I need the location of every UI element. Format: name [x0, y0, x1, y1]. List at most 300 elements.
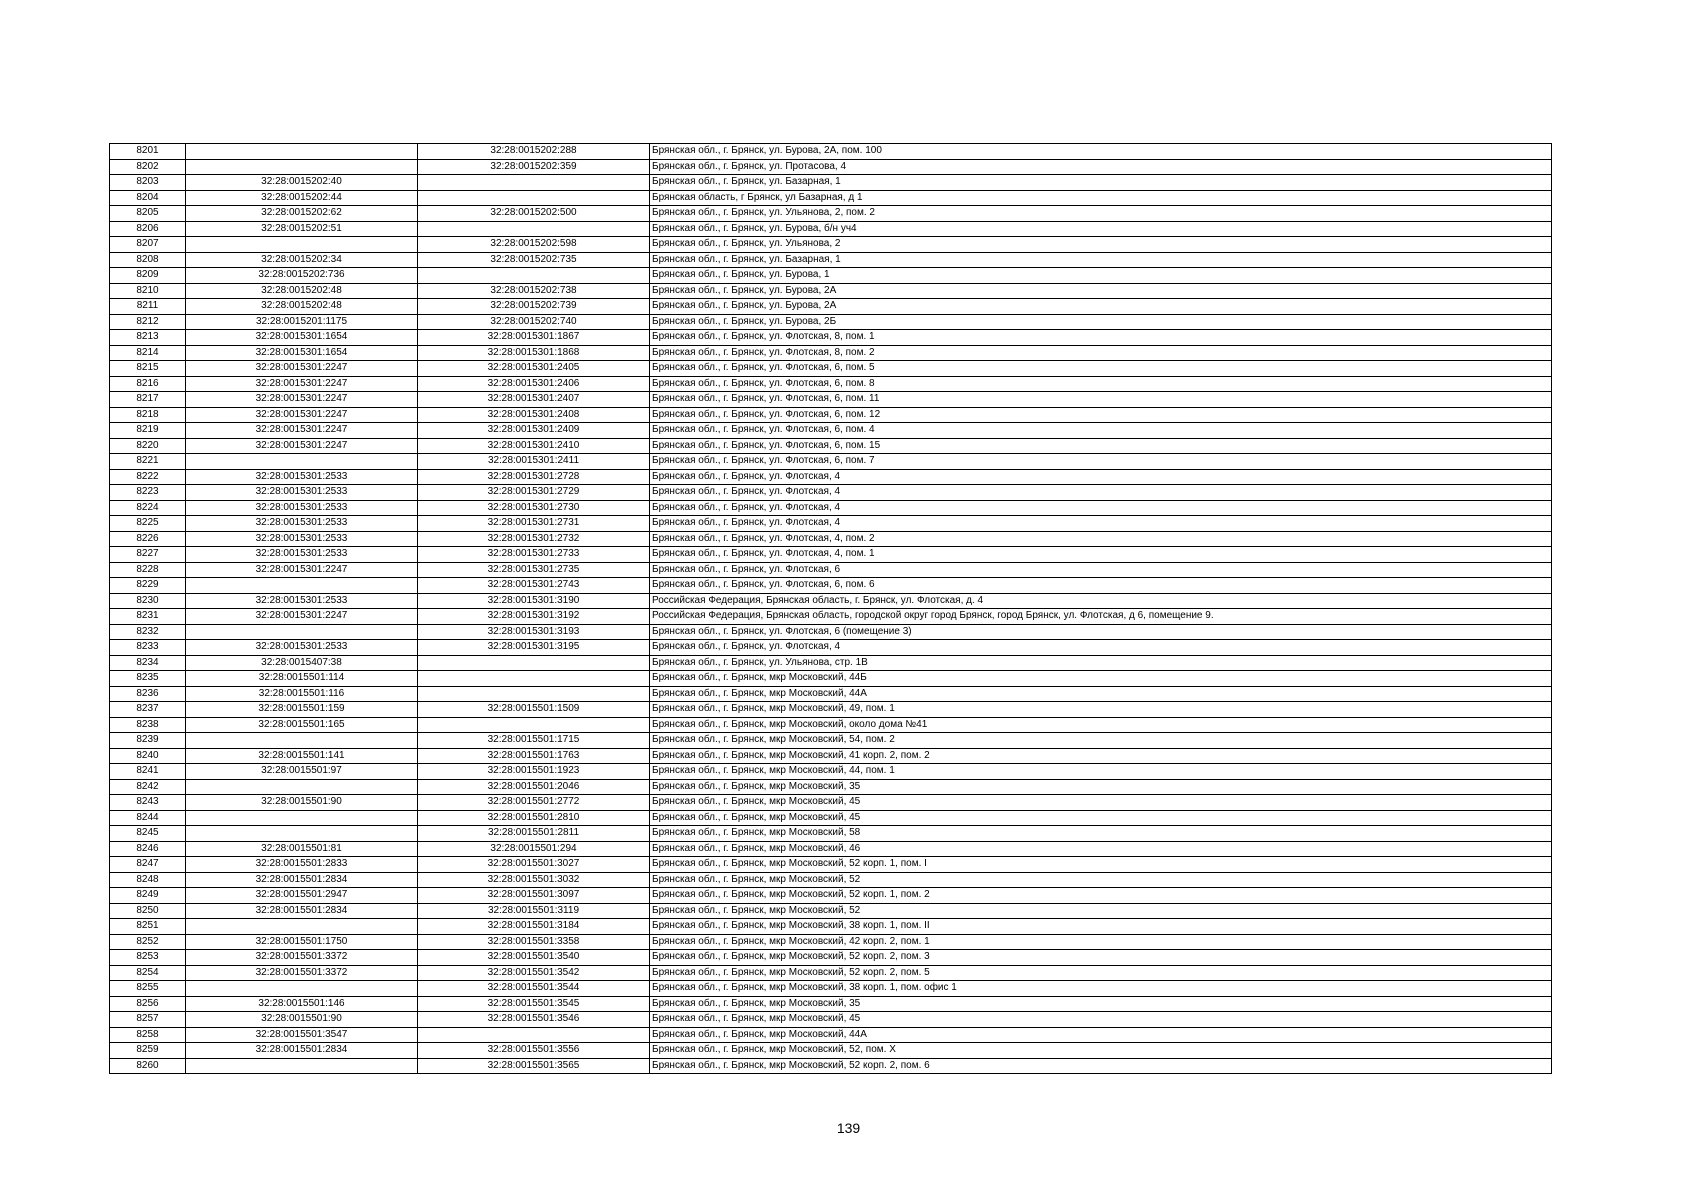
land-cadastral-number-cell: 32:28:0015501:2834 [186, 903, 418, 919]
object-cadastral-number-cell: 32:28:0015501:2810 [418, 810, 650, 826]
table-row [110, 888, 1552, 904]
address-cell: Брянская обл., г. Брянск, ул. Бурова, 1 [650, 268, 1552, 284]
land-cadastral-number-cell: 32:28:0015201:1175 [186, 314, 418, 330]
table-row [110, 903, 1552, 919]
address-cell: Брянская обл., г. Брянск, мкр Московский, 52 корп. 2, пом. 3 [650, 950, 1552, 966]
object-cadastral-number-cell: 32:28:0015301:2735 [418, 562, 650, 578]
object-cadastral-number-cell [418, 221, 650, 237]
row-number-cell: 8208 [110, 252, 186, 268]
address-cell: Брянская обл., г. Брянск, мкр Московский, 52 корп. 1, пом. I [650, 857, 1552, 873]
row-number-cell: 8211 [110, 299, 186, 315]
row-number-cell: 8230 [110, 593, 186, 609]
object-cadastral-number-cell: 32:28:0015501:3358 [418, 934, 650, 950]
address-cell: Брянская обл., г. Брянск, ул. Флотская, 6, пом. 12 [650, 407, 1552, 423]
land-cadastral-number-cell: 32:28:0015501:159 [186, 702, 418, 718]
table-row [110, 965, 1552, 981]
row-number-cell: 8259 [110, 1043, 186, 1059]
address-cell: Брянская обл., г. Брянск, ул. Флотская, 4 [650, 469, 1552, 485]
land-cadastral-number-cell: 32:28:0015501:3547 [186, 1027, 418, 1043]
address-cell: Российская Федерация, Брянская область, г. Брянск, ул. Флотская, д. 4 [650, 593, 1552, 609]
land-cadastral-number-cell: 32:28:0015501:3372 [186, 965, 418, 981]
address-cell: Брянская обл., г. Брянск, мкр Московский, 52 корп. 2, пом. 6 [650, 1058, 1552, 1074]
object-cadastral-number-cell: 32:28:0015202:739 [418, 299, 650, 315]
object-cadastral-number-cell: 32:28:0015501:1715 [418, 733, 650, 749]
land-cadastral-number-cell: 32:28:0015202:48 [186, 299, 418, 315]
row-number-cell: 8258 [110, 1027, 186, 1043]
object-cadastral-number-cell: 32:28:0015301:2743 [418, 578, 650, 594]
object-cadastral-number-cell: 32:28:0015301:3192 [418, 609, 650, 625]
table-row [110, 516, 1552, 532]
object-cadastral-number-cell: 32:28:0015501:1923 [418, 764, 650, 780]
row-number-cell: 8246 [110, 841, 186, 857]
object-cadastral-number-cell: 32:28:0015202:500 [418, 206, 650, 222]
object-cadastral-number-cell [418, 655, 650, 671]
object-cadastral-number-cell: 32:28:0015501:3546 [418, 1012, 650, 1028]
land-cadastral-number-cell [186, 1058, 418, 1074]
land-cadastral-number-cell [186, 237, 418, 253]
land-cadastral-number-cell [186, 733, 418, 749]
address-cell: Брянская обл., г. Брянск, мкр Московский, 52 корп. 1, пом. 2 [650, 888, 1552, 904]
object-cadastral-number-cell [418, 686, 650, 702]
table-body [110, 144, 1552, 1074]
object-cadastral-number-cell: 32:28:0015501:3544 [418, 981, 650, 997]
row-number-cell: 8231 [110, 609, 186, 625]
land-cadastral-number-cell: 32:28:0015301:2533 [186, 516, 418, 532]
table-row [110, 934, 1552, 950]
land-cadastral-number-cell [186, 144, 418, 160]
land-cadastral-number-cell: 32:28:0015501:116 [186, 686, 418, 702]
object-cadastral-number-cell: 32:28:0015301:2732 [418, 531, 650, 547]
land-cadastral-number-cell: 32:28:0015202:48 [186, 283, 418, 299]
table-row [110, 1027, 1552, 1043]
address-cell: Брянская обл., г. Брянск, мкр Московский, 58 [650, 826, 1552, 842]
row-number-cell: 8202 [110, 159, 186, 175]
address-cell: Брянская обл., г. Брянск, ул. Бурова, 2Б [650, 314, 1552, 330]
row-number-cell: 8260 [110, 1058, 186, 1074]
address-cell: Брянская обл., г. Брянск, ул. Флотская, 6, пом. 4 [650, 423, 1552, 439]
row-number-cell: 8223 [110, 485, 186, 501]
row-number-cell: 8244 [110, 810, 186, 826]
object-cadastral-number-cell: 32:28:0015202:598 [418, 237, 650, 253]
object-cadastral-number-cell: 32:28:0015202:738 [418, 283, 650, 299]
address-cell: Брянская обл., г. Брянск, ул. Протасова, 4 [650, 159, 1552, 175]
object-cadastral-number-cell: 32:28:0015202:359 [418, 159, 650, 175]
land-cadastral-number-cell [186, 826, 418, 842]
table-row [110, 361, 1552, 377]
address-cell: Брянская обл., г. Брянск, ул. Флотская, 4, пом. 2 [650, 531, 1552, 547]
row-number-cell: 8205 [110, 206, 186, 222]
land-cadastral-number-cell [186, 810, 418, 826]
land-cadastral-number-cell: 32:28:0015202:34 [186, 252, 418, 268]
row-number-cell: 8226 [110, 531, 186, 547]
address-cell: Брянская обл., г. Брянск, мкр Московский, 42 корп. 2, пом. 1 [650, 934, 1552, 950]
row-number-cell: 8206 [110, 221, 186, 237]
row-number-cell: 8237 [110, 702, 186, 718]
object-cadastral-number-cell: 32:28:0015202:735 [418, 252, 650, 268]
table-row [110, 283, 1552, 299]
object-cadastral-number-cell: 32:28:0015301:2729 [418, 485, 650, 501]
row-number-cell: 8212 [110, 314, 186, 330]
address-cell: Брянская обл., г. Брянск, мкр Московский, 44А [650, 1027, 1552, 1043]
table-row [110, 996, 1552, 1012]
address-cell: Брянская обл., г. Брянск, ул. Флотская, 6, пом. 15 [650, 438, 1552, 454]
table-row [110, 330, 1552, 346]
land-cadastral-number-cell: 32:28:0015301:2247 [186, 423, 418, 439]
table-row [110, 919, 1552, 935]
row-number-cell: 8221 [110, 454, 186, 470]
table-row [110, 748, 1552, 764]
row-number-cell: 8235 [110, 671, 186, 687]
address-cell: Брянская обл., г. Брянск, ул. Флотская, 4 [650, 485, 1552, 501]
land-cadastral-number-cell: 32:28:0015407:38 [186, 655, 418, 671]
table-row [110, 237, 1552, 253]
table-row [110, 1012, 1552, 1028]
table-row [110, 454, 1552, 470]
land-cadastral-number-cell: 32:28:0015202:736 [186, 268, 418, 284]
object-cadastral-number-cell: 32:28:0015301:2411 [418, 454, 650, 470]
table-row [110, 175, 1552, 191]
object-cadastral-number-cell: 32:28:0015501:3184 [418, 919, 650, 935]
object-cadastral-number-cell: 32:28:0015501:1763 [418, 748, 650, 764]
page-number: 139 [836, 1120, 861, 1136]
object-cadastral-number-cell: 32:28:0015301:2728 [418, 469, 650, 485]
table-row [110, 547, 1552, 563]
land-cadastral-number-cell [186, 919, 418, 935]
table-row [110, 609, 1552, 625]
row-number-cell: 8236 [110, 686, 186, 702]
row-number-cell: 8249 [110, 888, 186, 904]
address-cell: Брянская обл., г. Брянск, мкр Московский, 52 [650, 872, 1552, 888]
row-number-cell: 8257 [110, 1012, 186, 1028]
table-row [110, 702, 1552, 718]
table-row [110, 872, 1552, 888]
land-cadastral-number-cell: 32:28:0015501:3372 [186, 950, 418, 966]
address-cell: Брянская обл., г. Брянск, ул. Флотская, 6 [650, 562, 1552, 578]
object-cadastral-number-cell: 32:28:0015501:3097 [418, 888, 650, 904]
address-cell: Брянская обл., г. Брянск, ул. Флотская, 6, пом. 7 [650, 454, 1552, 470]
table-row [110, 764, 1552, 780]
table-row [110, 438, 1552, 454]
land-cadastral-number-cell: 32:28:0015301:1654 [186, 345, 418, 361]
land-cadastral-number-cell [186, 159, 418, 175]
address-cell: Брянская обл., г. Брянск, ул. Флотская, 6, пом. 6 [650, 578, 1552, 594]
object-cadastral-number-cell: 32:28:0015501:2772 [418, 795, 650, 811]
land-cadastral-number-cell [186, 981, 418, 997]
address-cell: Брянская обл., г. Брянск, мкр Московский, 38 корп. 1, пом. офис 1 [650, 981, 1552, 997]
land-cadastral-number-cell: 32:28:0015501:90 [186, 1012, 418, 1028]
row-number-cell: 8245 [110, 826, 186, 842]
object-cadastral-number-cell [418, 175, 650, 191]
table-row [110, 206, 1552, 222]
table-row [110, 299, 1552, 315]
address-cell: Брянская обл., г. Брянск, мкр Московский, 44Б [650, 671, 1552, 687]
object-cadastral-number-cell: 32:28:0015301:2409 [418, 423, 650, 439]
land-cadastral-number-cell: 32:28:0015202:40 [186, 175, 418, 191]
address-cell: Брянская обл., г. Брянск, ул. Флотская, 4 [650, 500, 1552, 516]
row-number-cell: 8254 [110, 965, 186, 981]
address-cell: Брянская обл., г. Брянск, ул. Флотская, 8, пом. 1 [650, 330, 1552, 346]
row-number-cell: 8250 [110, 903, 186, 919]
table-row [110, 578, 1552, 594]
row-number-cell: 8232 [110, 624, 186, 640]
land-cadastral-number-cell: 32:28:0015202:62 [186, 206, 418, 222]
object-cadastral-number-cell: 32:28:0015301:1867 [418, 330, 650, 346]
row-number-cell: 8256 [110, 996, 186, 1012]
table-row [110, 733, 1552, 749]
table-row [110, 624, 1552, 640]
address-cell: Брянская обл., г. Брянск, мкр Московский, 46 [650, 841, 1552, 857]
table-row [110, 779, 1552, 795]
row-number-cell: 8217 [110, 392, 186, 408]
row-number-cell: 8243 [110, 795, 186, 811]
land-cadastral-number-cell: 32:28:0015501:146 [186, 996, 418, 1012]
table-row [110, 717, 1552, 733]
address-cell: Брянская обл., г. Брянск, ул. Бурова, 2А [650, 299, 1552, 315]
table-row [110, 981, 1552, 997]
table-row [110, 500, 1552, 516]
land-cadastral-number-cell: 32:28:0015301:2247 [186, 407, 418, 423]
row-number-cell: 8209 [110, 268, 186, 284]
address-cell: Брянская обл., г. Брянск, мкр Московский, 35 [650, 779, 1552, 795]
address-cell: Брянская обл., г. Брянск, мкр Московский, около дома №41 [650, 717, 1552, 733]
address-cell: Брянская обл., г. Брянск, ул. Флотская, 4 [650, 516, 1552, 532]
row-number-cell: 8253 [110, 950, 186, 966]
object-cadastral-number-cell: 32:28:0015501:3540 [418, 950, 650, 966]
row-number-cell: 8247 [110, 857, 186, 873]
table-row [110, 686, 1552, 702]
table-row [110, 857, 1552, 873]
table-row [110, 562, 1552, 578]
land-cadastral-number-cell [186, 624, 418, 640]
address-cell: Брянская обл., г. Брянск, ул. Флотская, 4 [650, 640, 1552, 656]
land-cadastral-number-cell: 32:28:0015301:1654 [186, 330, 418, 346]
address-cell: Брянская обл., г. Брянск, ул. Ульянова, стр. 1В [650, 655, 1552, 671]
object-cadastral-number-cell [418, 1027, 650, 1043]
row-number-cell: 8222 [110, 469, 186, 485]
land-cadastral-number-cell: 32:28:0015501:165 [186, 717, 418, 733]
object-cadastral-number-cell [418, 671, 650, 687]
row-number-cell: 8216 [110, 376, 186, 392]
object-cadastral-number-cell: 32:28:0015501:3119 [418, 903, 650, 919]
address-cell: Брянская обл., г. Брянск, ул. Флотская, 6 (помещение 3) [650, 624, 1552, 640]
row-number-cell: 8227 [110, 547, 186, 563]
row-number-cell: 8204 [110, 190, 186, 206]
land-cadastral-number-cell: 32:28:0015202:51 [186, 221, 418, 237]
table-row [110, 795, 1552, 811]
row-number-cell: 8255 [110, 981, 186, 997]
address-cell: Брянская обл., г. Брянск, мкр Московский, 35 [650, 996, 1552, 1012]
land-cadastral-number-cell: 32:28:0015301:2247 [186, 361, 418, 377]
object-cadastral-number-cell [418, 190, 650, 206]
object-cadastral-number-cell: 32:28:0015301:3190 [418, 593, 650, 609]
table-row [110, 531, 1552, 547]
land-cadastral-number-cell: 32:28:0015301:2533 [186, 500, 418, 516]
table-row [110, 826, 1552, 842]
row-number-cell: 8219 [110, 423, 186, 439]
table-row [110, 345, 1552, 361]
address-cell: Брянская обл., г. Брянск, мкр Московский, 52 корп. 2, пом. 5 [650, 965, 1552, 981]
table-row [110, 252, 1552, 268]
land-cadastral-number-cell: 32:28:0015301:2247 [186, 392, 418, 408]
table-row [110, 1058, 1552, 1074]
object-cadastral-number-cell: 32:28:0015501:3545 [418, 996, 650, 1012]
object-cadastral-number-cell: 32:28:0015501:1509 [418, 702, 650, 718]
row-number-cell: 8224 [110, 500, 186, 516]
land-cadastral-number-cell: 32:28:0015501:81 [186, 841, 418, 857]
address-cell: Брянская обл., г. Брянск, мкр Московский, 45 [650, 1012, 1552, 1028]
land-cadastral-number-cell: 32:28:0015501:2834 [186, 1043, 418, 1059]
row-number-cell: 8218 [110, 407, 186, 423]
address-cell: Брянская обл., г. Брянск, мкр Московский, 49, пом. 1 [650, 702, 1552, 718]
row-number-cell: 8238 [110, 717, 186, 733]
object-cadastral-number-cell: 32:28:0015501:3542 [418, 965, 650, 981]
object-cadastral-number-cell: 32:28:0015501:3565 [418, 1058, 650, 1074]
row-number-cell: 8228 [110, 562, 186, 578]
row-number-cell: 8229 [110, 578, 186, 594]
address-cell: Брянская обл., г. Брянск, мкр Московский, 52, пом. X [650, 1043, 1552, 1059]
table-row [110, 190, 1552, 206]
table-row [110, 640, 1552, 656]
row-number-cell: 8210 [110, 283, 186, 299]
address-cell: Брянская обл., г. Брянск, мкр Московский, 54, пом. 2 [650, 733, 1552, 749]
table-row [110, 144, 1552, 160]
address-cell: Брянская обл., г. Брянск, ул. Флотская, 6, пом. 5 [650, 361, 1552, 377]
land-cadastral-number-cell [186, 578, 418, 594]
land-cadastral-number-cell [186, 779, 418, 795]
table-row [110, 671, 1552, 687]
land-cadastral-number-cell: 32:28:0015301:2247 [186, 438, 418, 454]
object-cadastral-number-cell: 32:28:0015202:740 [418, 314, 650, 330]
row-number-cell: 8242 [110, 779, 186, 795]
row-number-cell: 8214 [110, 345, 186, 361]
row-number-cell: 8251 [110, 919, 186, 935]
address-cell: Брянская обл., г. Брянск, ул. Флотская, 8, пом. 2 [650, 345, 1552, 361]
table-row [110, 810, 1552, 826]
address-cell: Брянская обл., г. Брянск, мкр Московский, 38 корп. 1, пом. II [650, 919, 1552, 935]
row-number-cell: 8241 [110, 764, 186, 780]
object-cadastral-number-cell: 32:28:0015501:294 [418, 841, 650, 857]
row-number-cell: 8213 [110, 330, 186, 346]
table-row [110, 423, 1552, 439]
object-cadastral-number-cell: 32:28:0015202:288 [418, 144, 650, 160]
object-cadastral-number-cell: 32:28:0015301:2733 [418, 547, 650, 563]
row-number-cell: 8248 [110, 872, 186, 888]
land-cadastral-number-cell: 32:28:0015301:2247 [186, 376, 418, 392]
land-cadastral-number-cell: 32:28:0015501:1750 [186, 934, 418, 950]
land-cadastral-number-cell: 32:28:0015501:2947 [186, 888, 418, 904]
land-cadastral-number-cell: 32:28:0015202:44 [186, 190, 418, 206]
address-cell: Брянская обл., г. Брянск, ул. Ульянова, 2 [650, 237, 1552, 253]
row-number-cell: 8220 [110, 438, 186, 454]
land-cadastral-number-cell: 32:28:0015301:2533 [186, 485, 418, 501]
object-cadastral-number-cell [418, 717, 650, 733]
object-cadastral-number-cell: 32:28:0015501:2811 [418, 826, 650, 842]
table-row [110, 1043, 1552, 1059]
land-cadastral-number-cell: 32:28:0015301:2533 [186, 593, 418, 609]
address-cell: Брянская обл., г. Брянск, ул. Флотская, 6, пом. 11 [650, 392, 1552, 408]
object-cadastral-number-cell [418, 268, 650, 284]
address-cell: Брянская обл., г. Брянск, мкр Московский, 45 [650, 795, 1552, 811]
row-number-cell: 8234 [110, 655, 186, 671]
object-cadastral-number-cell: 32:28:0015301:2405 [418, 361, 650, 377]
address-cell: Брянская обл., г. Брянск, ул. Базарная, 1 [650, 252, 1552, 268]
table-row [110, 469, 1552, 485]
object-cadastral-number-cell: 32:28:0015501:3556 [418, 1043, 650, 1059]
object-cadastral-number-cell: 32:28:0015301:2407 [418, 392, 650, 408]
object-cadastral-number-cell: 32:28:0015301:3193 [418, 624, 650, 640]
table-row [110, 655, 1552, 671]
address-cell: Брянская обл., г. Брянск, ул. Флотская, 4, пом. 1 [650, 547, 1552, 563]
object-cadastral-number-cell: 32:28:0015301:2730 [418, 500, 650, 516]
object-cadastral-number-cell: 32:28:0015301:2406 [418, 376, 650, 392]
land-cadastral-number-cell: 32:28:0015301:2533 [186, 469, 418, 485]
land-cadastral-number-cell: 32:28:0015501:114 [186, 671, 418, 687]
land-cadastral-number-cell: 32:28:0015501:141 [186, 748, 418, 764]
land-cadastral-number-cell: 32:28:0015301:2533 [186, 547, 418, 563]
address-cell: Брянская обл., г. Брянск, мкр Московский, 41 корп. 2, пом. 2 [650, 748, 1552, 764]
table-row [110, 407, 1552, 423]
address-cell: Брянская обл., г. Брянск, ул. Бурова, б/н уч4 [650, 221, 1552, 237]
object-cadastral-number-cell: 32:28:0015501:3032 [418, 872, 650, 888]
table-row [110, 221, 1552, 237]
row-number-cell: 8203 [110, 175, 186, 191]
object-cadastral-number-cell: 32:28:0015301:2731 [418, 516, 650, 532]
object-cadastral-number-cell: 32:28:0015301:3195 [418, 640, 650, 656]
table-row [110, 593, 1552, 609]
address-cell: Брянская обл., г. Брянск, мкр Московский, 45 [650, 810, 1552, 826]
address-cell: Брянская обл., г. Брянск, ул. Базарная, 1 [650, 175, 1552, 191]
table-row [110, 268, 1552, 284]
table-row [110, 841, 1552, 857]
object-cadastral-number-cell: 32:28:0015301:1868 [418, 345, 650, 361]
address-cell: Брянская обл., г. Брянск, ул. Ульянова, 2, пом. 2 [650, 206, 1552, 222]
row-number-cell: 8240 [110, 748, 186, 764]
row-number-cell: 8225 [110, 516, 186, 532]
cadastral-table [109, 143, 1552, 1074]
land-cadastral-number-cell: 32:28:0015301:2533 [186, 531, 418, 547]
address-cell: Российская Федерация, Брянская область, городской округ город Брянск, город Брянск, ул. Флотская, д 6, помещение 9. [650, 609, 1552, 625]
land-cadastral-number-cell: 32:28:0015301:2247 [186, 562, 418, 578]
object-cadastral-number-cell: 32:28:0015301:2408 [418, 407, 650, 423]
table-row [110, 159, 1552, 175]
land-cadastral-number-cell: 32:28:0015501:2834 [186, 872, 418, 888]
land-cadastral-number-cell: 32:28:0015501:2833 [186, 857, 418, 873]
table-row [110, 392, 1552, 408]
land-cadastral-number-cell: 32:28:0015501:97 [186, 764, 418, 780]
object-cadastral-number-cell: 32:28:0015501:3027 [418, 857, 650, 873]
address-cell: Брянская обл., г. Брянск, ул. Бурова, 2А, пом. 100 [650, 144, 1552, 160]
table-row [110, 376, 1552, 392]
address-cell: Брянская обл., г. Брянск, мкр Московский, 44А [650, 686, 1552, 702]
address-cell: Брянская обл., г. Брянск, мкр Московский, 44, пом. 1 [650, 764, 1552, 780]
address-cell: Брянская обл., г. Брянск, ул. Бурова, 2А [650, 283, 1552, 299]
table-row [110, 950, 1552, 966]
row-number-cell: 8233 [110, 640, 186, 656]
address-cell: Брянская обл., г. Брянск, ул. Флотская, 6, пом. 8 [650, 376, 1552, 392]
table-row [110, 314, 1552, 330]
row-number-cell: 8201 [110, 144, 186, 160]
table-row [110, 485, 1552, 501]
row-number-cell: 8252 [110, 934, 186, 950]
object-cadastral-number-cell: 32:28:0015501:2046 [418, 779, 650, 795]
address-cell: Брянская обл., г. Брянск, мкр Московский, 52 [650, 903, 1552, 919]
land-cadastral-number-cell: 32:28:0015301:2533 [186, 640, 418, 656]
row-number-cell: 8215 [110, 361, 186, 377]
land-cadastral-number-cell: 32:28:0015501:90 [186, 795, 418, 811]
address-cell: Брянская область, г Брянск, ул Базарная, д 1 [650, 190, 1552, 206]
row-number-cell: 8239 [110, 733, 186, 749]
land-cadastral-number-cell [186, 454, 418, 470]
